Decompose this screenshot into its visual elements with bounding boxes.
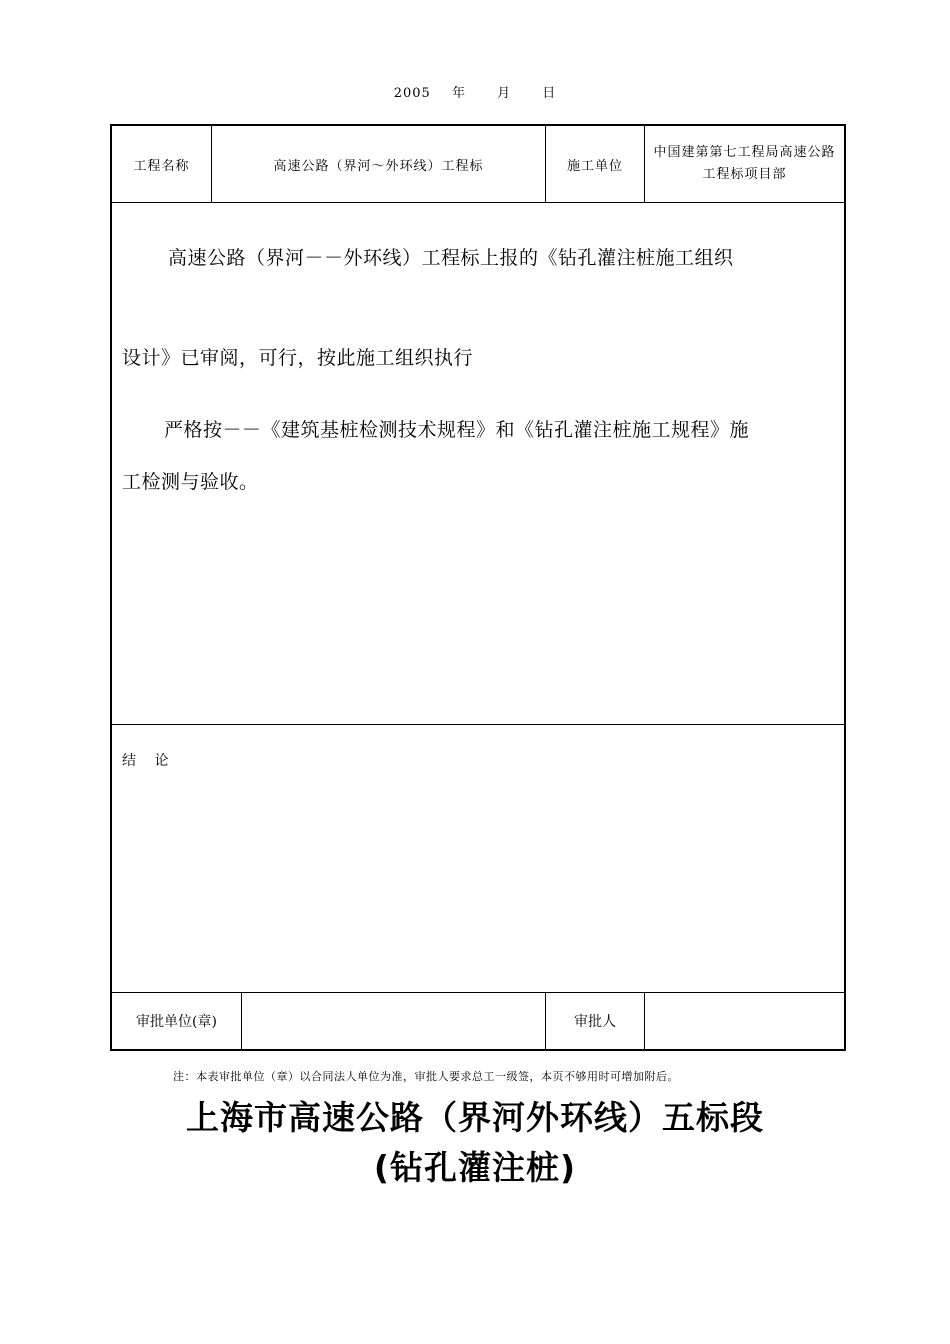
date-day-label: 日 (542, 86, 557, 101)
conclusion-label: 结 论 (122, 753, 170, 769)
project-name-value: 高速公路（界河～外环线）工程标 (212, 126, 546, 202)
approver-field (645, 993, 844, 1049)
date-line (0, 82, 950, 101)
document-subtitle: (钻孔灌注桩) (373, 1148, 577, 1187)
contractor-value: 中国建第第七工程局高速公路工程标项目部 (653, 145, 836, 182)
approval-unit-label: 审批单位(章) (112, 993, 242, 1049)
project-name-label: 工程名称 (112, 126, 212, 202)
document-title: 上海市高速公路（界河外环线）五标段 (186, 1098, 764, 1137)
project-info-row (112, 126, 844, 203)
approval-unit-field (242, 993, 546, 1049)
approver-label: 审批人 (546, 993, 645, 1049)
review-text-line-4: 工检测与验收。 (122, 471, 259, 493)
conclusion-section (112, 725, 844, 993)
date-year-label: 年 (451, 86, 466, 101)
approval-row (112, 993, 844, 1049)
footnote: 注：本表审批单位（章）以合同法人单位为准，审批人要求总工一级签，本页不够用时可增加附后。 (173, 1070, 679, 1083)
review-text-line-1: 高速公路（界河－－外环线）工程标上报的《钻孔灌注桩施工组织 (168, 247, 734, 269)
review-text-line-3: 严格按－－《建筑基桩检测技术规程》和《钻孔灌注桩施工规程》施 (164, 419, 750, 441)
review-text-line-2: 设计》已审阅，可行，按此施工组织执行 (122, 347, 474, 369)
contractor-label: 施工单位 (546, 126, 645, 202)
review-opinion-section (112, 203, 844, 725)
date-year: 2005 (393, 86, 431, 101)
date-month-label: 月 (497, 86, 512, 101)
approval-form-table (110, 124, 846, 1051)
